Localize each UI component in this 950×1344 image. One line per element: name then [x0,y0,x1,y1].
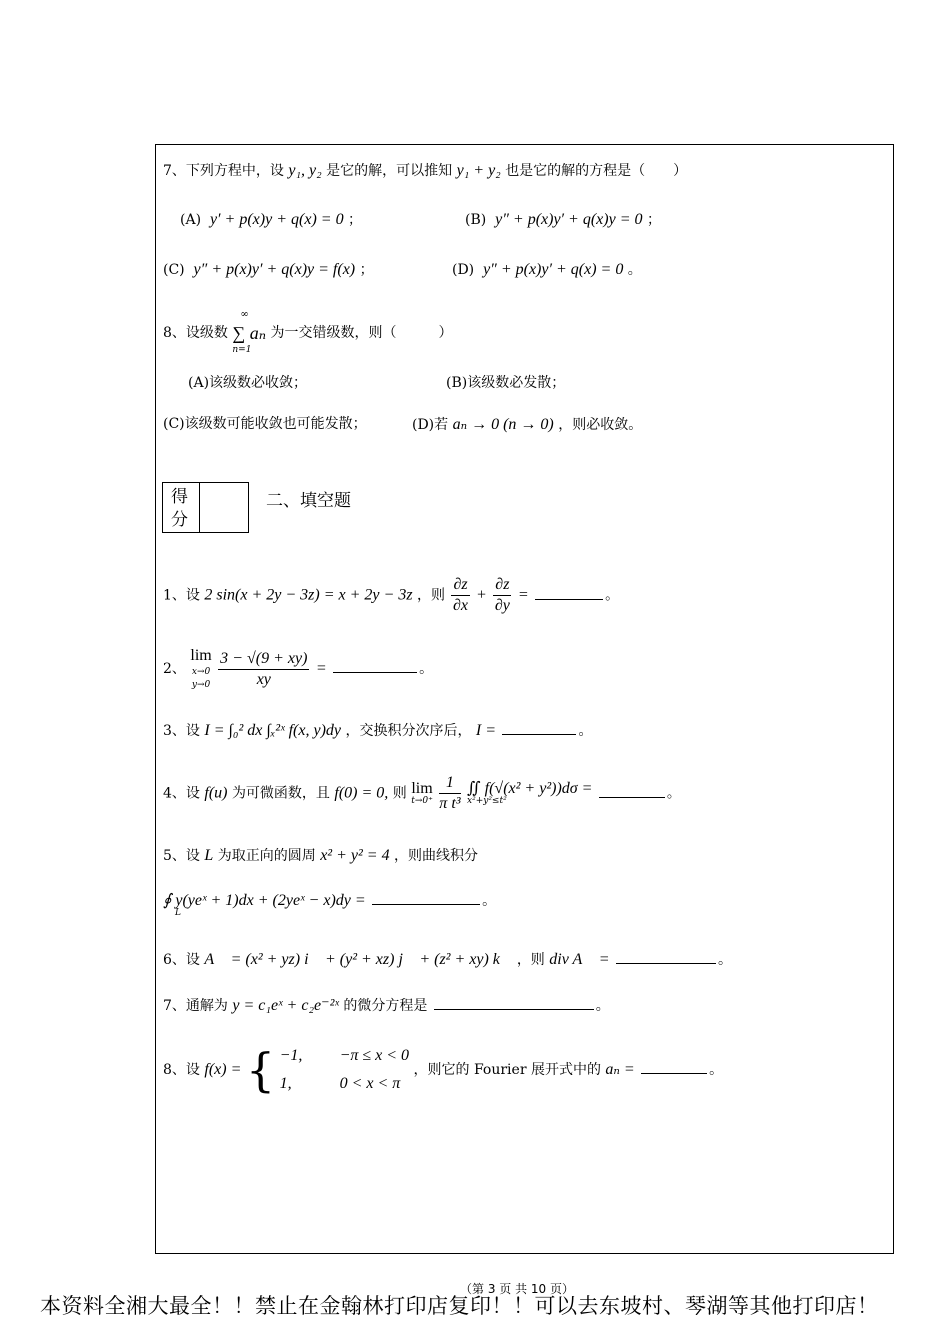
fill-5: 5、设 L 为取正向的圆周 x² + y² = 4 ，则曲线积分 [163,847,479,864]
fill-1: 1、设 2 sin(x + 2y − 3z) = x + 2y − 3z ，则 $\frac{\partial z}{\partial x}$ + $\frac{\partial z}{\partial y}$ = 。 [163,576,620,614]
q8-series: ∑ aₙ [232,323,267,343]
fill-3: 3、设 I = ∫₀² dx ∫ₓ²ˣ f(x, y)dy ，交换积分次序后， I = 。 [163,722,593,739]
fill-7: 7、通解为 y = c₁eˣ + c₂e⁻²ˣ 的微分方程是 。 [163,997,610,1014]
answer-blank[interactable] [333,671,417,673]
answer-blank[interactable] [372,903,480,905]
fill-8: 8、设 f(x) = { −1, −π ≤ x < 0 1, 0 < x < π ，则它的 Fourier 展开式中的 aₙ = 。 [163,1043,724,1097]
fill-6: 6、设 A⃗ = (x² + yz) i⃗ + (y² + xz) j⃗ + (z² + xy) k⃗ ，则 div A⃗ = 。 [163,951,732,968]
q7-y12: y₁, y₂ [288,162,322,179]
fill-4: 4、设 f(u) 为可微函数，且 f(0) = 0, 则 lim t→0⁺ $\frac{1}{\text{π t³}}$ ∬ f(√(x² + y²))dσ = x²+y²≤t² 。 [163,774,681,812]
q8-stem: 8、设级数 ∞ ∑ aₙ n=1 为一交错级数，则（ ） [163,309,453,355]
q8-option-c: (C)该级数可能收敛也可能发散； [163,416,367,432]
q7-stem: 7、下列方程中，设 y₁, y₂ 是它的解，可以推知 y₁ + y₂ 也是它的解的方程是（ ） [163,162,688,179]
answer-blank[interactable] [434,1008,594,1010]
answer-blank[interactable] [599,796,665,798]
fill-2: 2、 lim x→0 y→0 $\frac{3 - √(9 + xy)}{xy}$ = 。 [163,647,434,690]
answer-blank[interactable] [641,1072,707,1074]
page-number: （第 3 页 共 10 页） [460,1282,574,1296]
score-box: 得 分 [162,482,249,533]
q7-option-c: (C) y″ + p(x)y′ + q(x)y = f(x) ； [163,261,374,278]
answer-blank[interactable] [616,962,716,964]
q8-option-b: (B)该级数必发散； [446,375,566,391]
q8-option-a: (A)该级数必收敛； [188,375,308,391]
fill-5-integral: ∮ y(yeˣ + 1)dx + (2yeˣ − x)dy = 。 L [163,892,497,918]
q7-option-b: (B) y″ + p(x)y′ + q(x)y = 0 ； [465,211,661,228]
q8-option-d: (D)若 aₙ → 0 (n → 0) ，则必收敛。 [412,416,643,433]
footer-note: 本资料全湘大最全！！禁止在金翰林打印店复印！！可以去东坡村、琴湖等其他打印店！ [40,1294,879,1318]
section-title: 二、填空题 [266,491,351,511]
q7-option-d: (D) y″ + p(x)y′ + q(x) = 0 。 [452,261,642,278]
answer-blank[interactable] [502,733,576,735]
q7-ysum: y₁ + y₂ [456,162,501,179]
q7-option-a: (A) y′ + p(x)y + q(x) = 0 ； [180,211,363,228]
answer-blank[interactable] [535,598,603,600]
